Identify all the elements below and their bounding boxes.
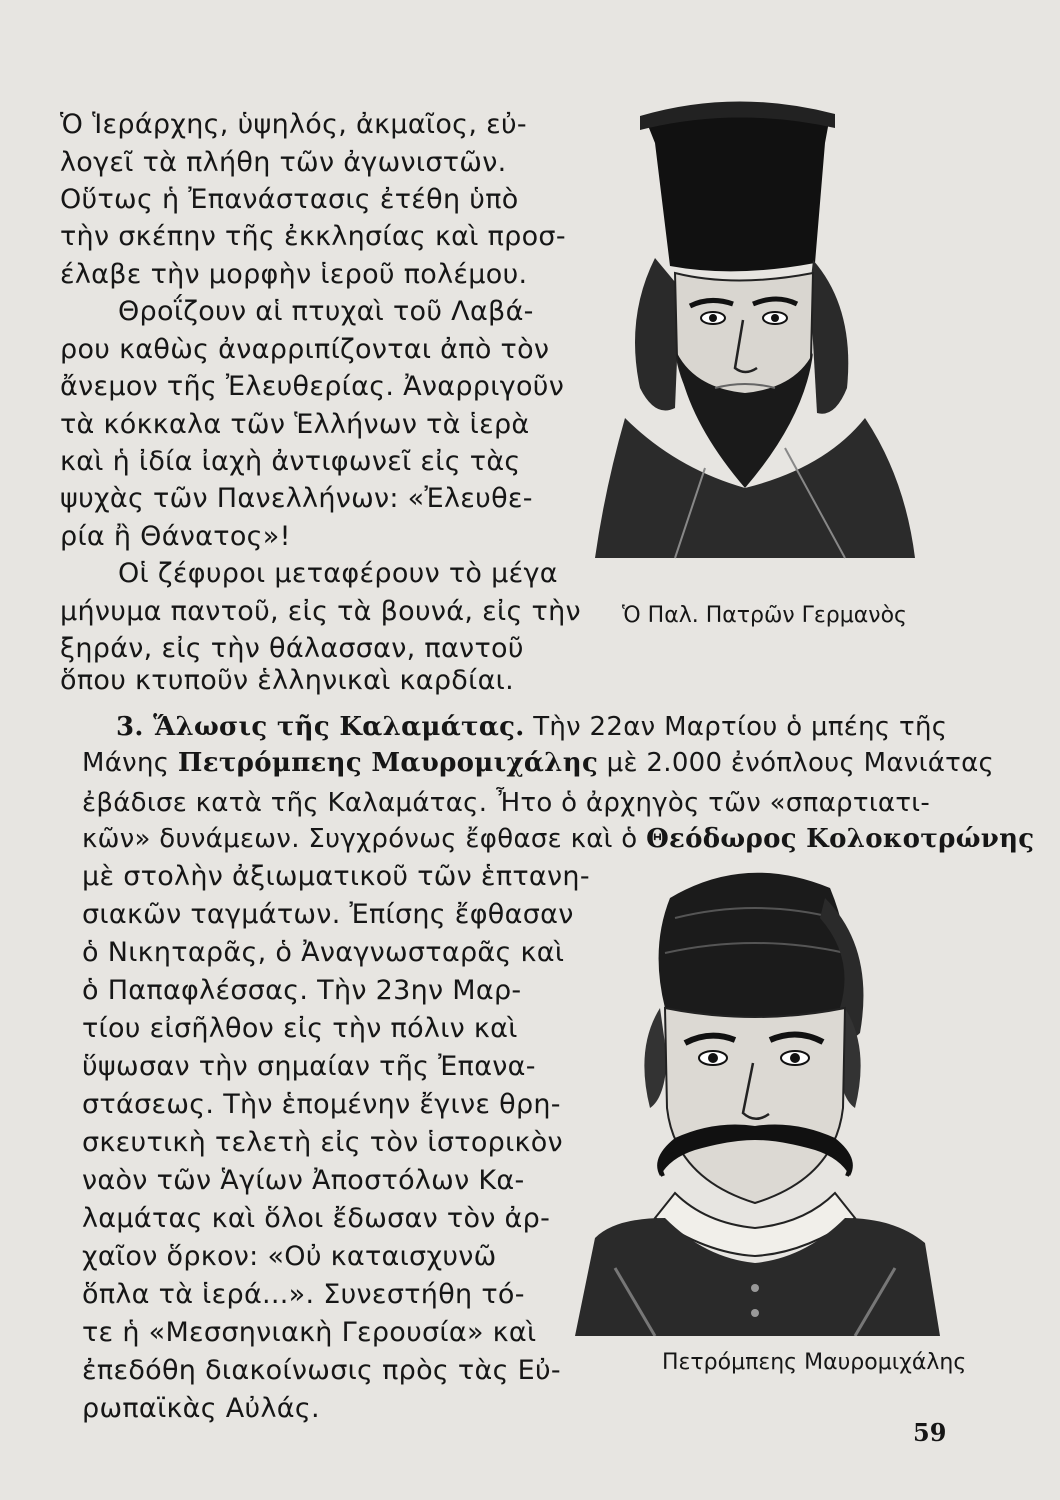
text-span: Μάνης	[82, 748, 178, 778]
section-heading-line	[116, 710, 947, 744]
text-line: ρωπαϊκὰς Αὐλάς.	[82, 1393, 320, 1424]
text-line: ναὸν τῶν Ἁγίων Ἀποστόλων Κα-	[82, 1165, 525, 1196]
caption-germanos: Ὁ Παλ. Πατρῶν Γερμανὸς	[622, 603, 907, 628]
text-line: ὅπλα τὰ ἱερά...». Συνεστήθη τό-	[82, 1279, 525, 1310]
text-line: τε ἡ «Μεσσηνιακὴ Γερουσία» καὶ	[82, 1317, 537, 1348]
text-line: ἐπεδόθη διακοίνωσις πρὸς τὰς Εὐ-	[82, 1355, 561, 1386]
text-line: ὅπου κτυποῦν ἑλληνικαὶ καρδίαι.	[60, 665, 514, 696]
text-line: ρου καθὼς ἀναρριπίζονται ἀπὸ τὸν	[60, 334, 550, 365]
text-line: ρία ἢ Θάνατος»!	[60, 521, 291, 552]
text-line: ὁ Νικηταρᾶς, ὁ Ἀναγνωσταρᾶς καὶ	[82, 937, 565, 968]
text-span: μὲ 2.000 ἐνόπλους Μανιάτας	[598, 748, 995, 778]
text-line: λαμάτας καὶ ὅλοι ἔδωσαν τὸν ἀρ-	[82, 1203, 551, 1234]
text-line: στάσεως. Τὴν ἑπομένην ἔγινε θρη-	[82, 1089, 561, 1120]
portrait-petrobey	[555, 858, 955, 1336]
text-line: μὲ στολὴν ἀξιωματικοῦ τῶν ἑπτανη-	[82, 861, 590, 892]
text-line: ξηράν, εἰς τὴν θάλασσαν, παντοῦ	[60, 633, 524, 664]
text-line: τὴν σκέπην τῆς ἐκκλησίας καὶ προσ-	[60, 221, 566, 252]
text-line: Ὁ Ἱεράρχης, ὑψηλός, ἀκμαῖος, εὐ-	[60, 109, 527, 140]
text-line: σκευτικὴ τελετὴ εἰς τὸν ἱστορικὸν	[82, 1127, 563, 1158]
portrait-germanos	[585, 88, 955, 598]
text-line: χαῖον ὅρκον: «Οὐ καταισχυνῶ	[82, 1241, 497, 1272]
name-kolokotronis: Θεόδωρος Κολοκοτρώνης	[646, 824, 1035, 854]
text-line: καὶ ἡ ἰδία ἰαχὴ ἀντιφωνεῖ εἰς τὰς	[60, 446, 521, 477]
text-line: Οἱ ζέφυροι μεταφέρουν τὸ μέγα	[118, 558, 558, 589]
text-line: ὁ Παπαφλέσσας. Τὴν 23ην Μαρ-	[82, 975, 522, 1006]
text-line: λογεῖ τὰ πλήθη τῶν ἀγωνιστῶν.	[60, 147, 507, 178]
text-line: σιακῶν ταγμάτων. Ἐπίσης ἔφθασαν	[82, 899, 574, 930]
text-line: ἄνεμον τῆς Ἐλευθερίας. Ἀναρριγοῦν	[60, 371, 565, 402]
section-line: ἐβάδισε κατὰ τῆς Καλαμάτας. Ἦτο ὁ ἀρχηγὸς τῶν «σπαρτιατι-	[82, 788, 931, 818]
text-line: Θροΐζουν αἱ πτυχαὶ τοῦ Λαβά-	[118, 296, 534, 327]
text-line: έλαβε τὴν μορφὴν ἱεροῦ πολέμου.	[60, 259, 528, 290]
section-title: 3. Ἅλωσις τῆς Καλαμάτας.	[116, 712, 525, 742]
section-line	[82, 822, 1034, 856]
page-number: 59	[913, 1418, 947, 1447]
text-line: μήνυμα παντοῦ, εἰς τὰ βουνά, εἰς τὴν	[60, 596, 581, 627]
caption-petrobey: Πετρόμπεης Μαυρομιχάλης	[662, 1350, 967, 1375]
text-line: τίου εἰσῆλθον εἰς τὴν πόλιν καὶ	[82, 1013, 518, 1044]
text-line: τὰ κόκκαλα τῶν Ἑλλήνων τὰ ἱερὰ	[60, 409, 530, 440]
text-span: κῶν» δυνάμεων. Συγχρόνως ἔφθασε καὶ ὁ	[82, 824, 647, 854]
name-petrobey: Πετρόμπεης Μαυρομιχάλης	[177, 748, 599, 778]
section-line-text: Τὴν 22αν Μαρτίου ὁ μπέης τῆς	[524, 712, 948, 742]
text-line: ὕψωσαν τὴν σημαίαν τῆς Ἐπανα-	[82, 1051, 536, 1082]
text-line: ψυχὰς τῶν Πανελλήνων: «Ἐλευθε-	[60, 483, 533, 514]
text-line: Οὕτως ἡ Ἐπανάστασις ἐτέθη ὑπὸ	[60, 184, 519, 215]
section-line	[82, 746, 994, 780]
